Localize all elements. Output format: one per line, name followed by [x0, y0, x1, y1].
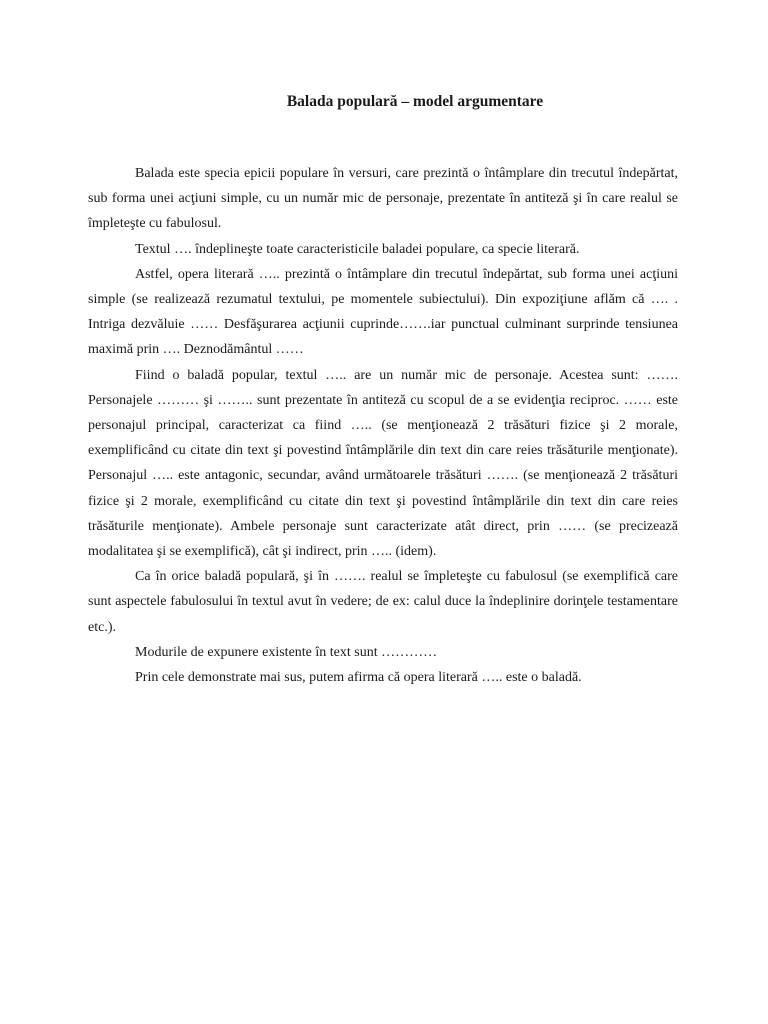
paragraph-exposition-modes: Modurile de expunere existente în text sunt …………	[135, 644, 438, 660]
paragraph-conclusion: Prin cele demonstrate mai sus, putem afirma că opera literară ….. este o baladă.	[135, 670, 582, 686]
paragraph-characters: Fiind o baladă popular, textul ….. are un număr mic de personaje. Acestea sunt: ……. Personajele ……… şi …….. sunt prezentate în antiteză cu scopul de a se evidenţia reciproc. …… este personajul principal, caracterizat ca fiind ….. (se menţionează 2 trăsături fizice şi 2 morale, exemplificând cu citate din text şi povestind întâmplările din text din care reies trăsăturile menţionate). Personajul ….. este antagonic, secundar, având următoarele trăsături ……. (se menţionează 2 trăsături fizice şi 2 morale, exemplificând cu citate din text şi povestind întâmplările din text din care reies trăsăturile menţionate). Ambele personaje sunt caracterizate atât direct, prin …… (se precizează modalitatea şi se exemplifică), cât şi indirect, prin ….. (idem).	[88, 367, 678, 560]
paragraph-plot: Astfel, opera literară ….. prezintă o întâmplare din trecutul îndepărtat, sub forma unei acţiuni simple (se realizează rezumatul textului, pe momentele subiectului). Din expoziţiune aflăm că …. . Intriga dezvăluie …… Desfăşurarea acţiunii cuprinde…….iar punctual culminant surprinde tensiunea maximă prin …. Deznodământul ……	[88, 266, 678, 358]
document-title: Balada populară – model argumentare	[286, 93, 544, 110]
document-body	[88, 161, 678, 690]
paragraph-fabulous: Ca în orice baladă populară, şi în ……. realul se împleteşte cu fabulosul (se exemplifică care sunt aspectele fabulosului în textul avut în vedere; de ex: calul duce la îndeplinire dorinţele testamentare etc.).	[88, 569, 678, 635]
paragraph-definition: Balada este specia epicii populare în versuri, care prezintă o întâmplare din trecutul îndepărtat, sub forma unei acţiuni simple, cu un număr mic de personaje, prezentate în antiteză şi în care realul se împleteşte cu fabulosul.	[88, 166, 678, 232]
paragraph-thesis: Textul …. îndeplineşte toate caracteristicile baladei populare, ca specie literară.	[135, 241, 580, 257]
